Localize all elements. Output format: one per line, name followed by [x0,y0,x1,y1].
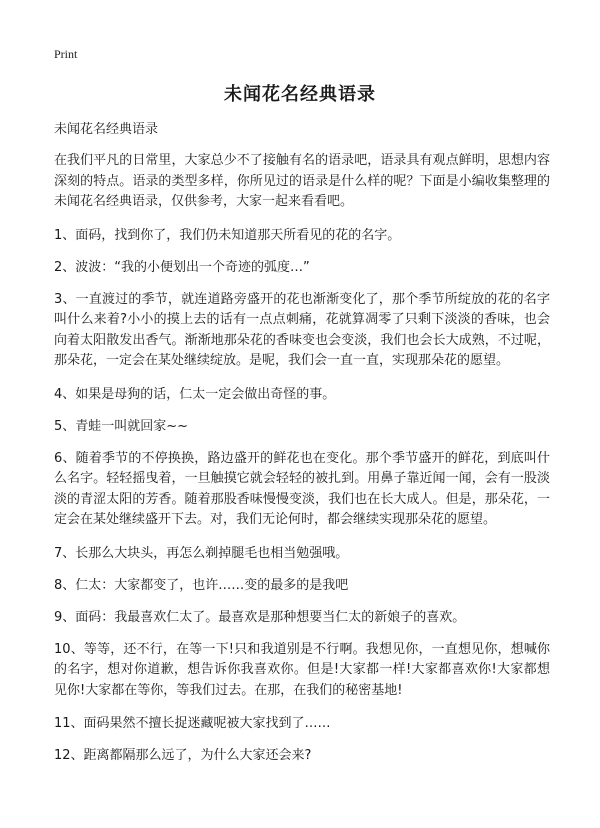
quote-item: 11、面码果然不擅长捉迷藏呢被大家找到了…… [54,716,331,731]
article-body [54,120,550,778]
page-title: 未闻花名经典语录 [224,84,376,105]
quote-item: 8、仁太：大家都变了，也许……变的最多的是我吧 [54,577,349,593]
article-subtitle: 未闻花名经典语录 [54,122,159,137]
quote-item: 10、等等，还不行，在等一下!只和我道别是不行啊。我想见你，一直想见你，想喊你的名字，想对你道歉，想告诉你我喜欢你。但是!大家都一样!大家都喜欢你!大家都想见你!大家都在等你，等我们过去。在那，在我们的秘密基地! [54,641,550,698]
quote-item: 1、面码，找到你了，我们仍未知道那天所看见的花的名字。 [54,227,401,243]
quote-item: 6、随着季节的不停换换，路边盛开的鲜花也在变化。那个季节盛开的鲜花，到底叫什么名字。轻轻摇曳着，一旦触摸它就会轻轻的被扎到。用鼻子靠近闻一闻，会有一股淡淡的青涩太阳的芳香。随着那股香味慢慢变淡，我们也在长大成人。但是，那朵花，一定会在某处继续盛开下去。对，我们无论何时，都会继续实现那朵花的愿望。 [54,450,550,527]
quote-item: 9、面码：我最喜欢仁太了。最喜欢是那种想要当仁太的新娘子的喜欢。 [54,609,466,625]
quote-item: 2、波波：“我的小便划出一个奇迹的弧度…” [54,259,310,275]
quote-item: 3、一直渡过的季节，就连道路旁盛开的花也渐渐变化了，那个季节所绽放的花的名字叫什么来着?小小的摸上去的话有一点点刺痛，花就算凋零了只剩下淡淡的香味，也会向着太阳散发出香气。渐渐地那朵花的香味变也会变淡，我们也会长大成熟，不过呢，那朵花，一定会在某处继续绽放。是呢，我们会一直一直，实现那朵花的愿望。 [54,291,550,368]
quote-item: 5、青蛙一叫就回家~~ [54,418,189,434]
quote-item: 4、如果是母狗的话，仁太一定会做出奇怪的事。 [54,386,336,402]
print-link[interactable]: Print [54,47,78,61]
quote-item: 7、长那么大块头，再怎么剃掉腿毛也相当勉强哦。 [54,545,349,561]
quote-item: 12、距离都隔那么远了，为什么大家还会来? [54,748,312,763]
intro-paragraph: 在我们平凡的日常里，大家总少不了接触有名的语录吧，语录具有观点鲜明，思想内容深刻的特点。语录的类型多样，你所见过的语录是什么样的呢？下面是小编收集整理的未闻花名经典语录，仅供参考，大家一起来看看吧。 [54,153,550,209]
